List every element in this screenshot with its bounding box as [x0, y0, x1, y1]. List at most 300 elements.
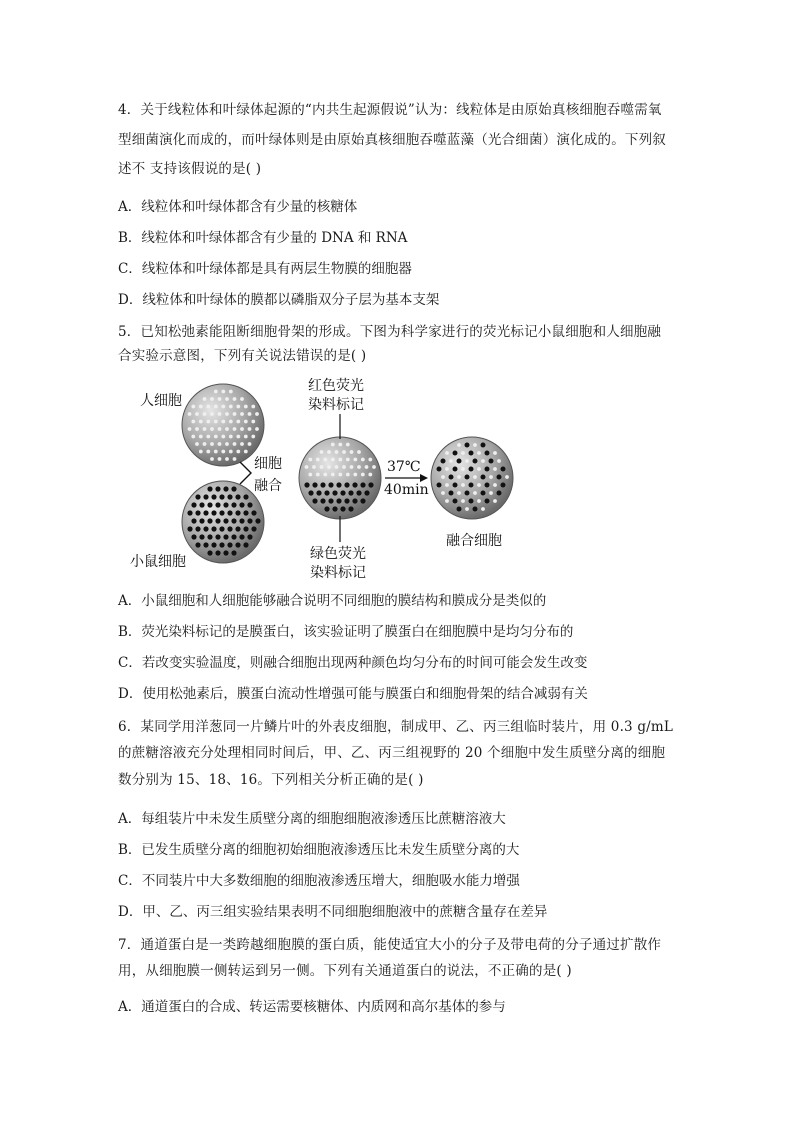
- cell-dot: [489, 459, 494, 464]
- cell-dot: [210, 427, 214, 431]
- cell-dot: [360, 498, 365, 503]
- cell-dot: [203, 397, 207, 401]
- q5-option-b: B．荧光染料标记的是膜蛋白，该实验证明了膜蛋白在细胞膜中是均匀分布的: [118, 624, 574, 640]
- cell-dot: [214, 435, 218, 439]
- cell-dot: [203, 510, 208, 515]
- cell-dot: [240, 427, 244, 431]
- q4-option-d: D．线粒体和叶绿体的膜都以磷脂双分子层为基本支架: [118, 292, 440, 308]
- cell-dot: [342, 465, 346, 469]
- cell-dot: [364, 490, 369, 495]
- cell-dot: [461, 467, 465, 471]
- cell-dot: [187, 510, 192, 515]
- cell-dot: [214, 450, 218, 454]
- cell-dot: [328, 498, 333, 503]
- cell-dot: [437, 483, 442, 488]
- cell-dot: [473, 475, 477, 479]
- cell-dot: [203, 542, 208, 547]
- cell-dot: [497, 491, 502, 496]
- cell-dot: [485, 499, 490, 504]
- cell-dot: [203, 412, 207, 416]
- cell-dot: [187, 526, 192, 531]
- q6-option-b: B．已发生质壁分离的细胞初始细胞液渗透压比未发生质壁分离的大: [118, 842, 520, 858]
- cell-dot: [203, 526, 208, 531]
- cell-dot: [211, 494, 216, 499]
- cell-dot: [469, 467, 474, 472]
- cell-dot: [461, 451, 465, 455]
- cell-dot: [233, 412, 237, 416]
- cell-dot: [243, 494, 248, 499]
- cell-dot: [324, 506, 329, 511]
- cell-dot: [453, 451, 458, 456]
- cell-dot: [332, 490, 337, 495]
- cell-dot: [199, 518, 204, 523]
- cell-dot: [457, 507, 462, 512]
- cell-dot: [235, 510, 240, 515]
- cell-dot: [199, 450, 203, 454]
- green-dye-label-1: 绿色荧光: [310, 546, 366, 562]
- cell-dot: [473, 491, 477, 495]
- cell-dot: [243, 542, 248, 547]
- cell-dot: [207, 550, 212, 555]
- cell-dot: [206, 420, 210, 424]
- cell-dot: [473, 459, 478, 464]
- cell-dot: [214, 405, 218, 409]
- cell-dot: [352, 498, 357, 503]
- cell-dot: [233, 397, 237, 401]
- cell-dot: [191, 518, 196, 523]
- cell-dot: [244, 405, 248, 409]
- cell-dot: [449, 475, 454, 480]
- cell-dot: [368, 458, 372, 462]
- cell-dot: [327, 450, 331, 454]
- cell-dot: [221, 420, 225, 424]
- cell-dot: [346, 443, 350, 447]
- cell-dot: [368, 473, 372, 477]
- cell-dot: [215, 502, 220, 507]
- q7-option-a: A．通道蛋白的合成、转运需要核糖体、内质网和高尔基体的参与: [118, 999, 506, 1015]
- cell-dot: [481, 475, 486, 480]
- fused-cell-label: 融合细胞: [446, 533, 502, 549]
- cell-dot: [239, 534, 244, 539]
- q6-stem-line-3: 数分别为 15、18、16。下列相关分析正确的是( ): [118, 772, 424, 788]
- cell-dot: [223, 518, 228, 523]
- fusion-arrow-icon: [240, 462, 251, 484]
- q6-stem-line-1: 6．某同学用洋葱同一片鳞片叶的外表皮细胞，制成甲、乙、丙三组临时装片，用 0.3 g/mL: [118, 719, 674, 735]
- q6-option-a: A．每组装片中未发生质壁分离的细胞细胞液渗透压比蔗糖溶液大: [118, 811, 506, 827]
- cell-dot: [445, 483, 449, 487]
- arrow-head-icon: [420, 474, 428, 482]
- cell-dot: [225, 412, 229, 416]
- cell-dot: [344, 498, 349, 503]
- cell-dot: [360, 482, 365, 487]
- cell-dot: [191, 502, 196, 507]
- cell-dot: [501, 467, 506, 472]
- cell-dot: [346, 473, 350, 477]
- cell-dot: [251, 435, 255, 439]
- cell-dot: [207, 534, 212, 539]
- cell-dot: [244, 420, 248, 424]
- cell-dot: [489, 475, 493, 479]
- cell-dot: [206, 435, 210, 439]
- cell-dot: [207, 518, 212, 523]
- cell-dot: [218, 397, 222, 401]
- cell-dot: [251, 420, 255, 424]
- cell-dot: [312, 465, 316, 469]
- cell-dot: [255, 427, 259, 431]
- cell-dot: [244, 435, 248, 439]
- cell-dot: [457, 475, 461, 479]
- cell-dot: [305, 465, 309, 469]
- cell-dot: [223, 486, 228, 491]
- cell-dot: [461, 483, 465, 487]
- cell-dot: [223, 502, 228, 507]
- cell-dot: [361, 473, 365, 477]
- cell-dot: [225, 457, 229, 461]
- cell-dot: [316, 473, 320, 477]
- cell-dot: [473, 443, 477, 447]
- cell-dot: [493, 451, 497, 455]
- cell-dot: [214, 420, 218, 424]
- cell-dot: [485, 467, 490, 472]
- cell-dot: [453, 467, 458, 472]
- cell-dot: [231, 502, 236, 507]
- cell-dot: [203, 494, 208, 499]
- cell-dot: [493, 467, 497, 471]
- q4-option-b: B．线粒体和叶绿体都含有少量的 DNA 和 RNA: [118, 230, 408, 246]
- cell-dot: [195, 412, 199, 416]
- cell-dot: [225, 442, 229, 446]
- cell-dot: [449, 491, 454, 496]
- cell-dot: [225, 397, 229, 401]
- cell-dot: [320, 482, 325, 487]
- cell-dot: [206, 450, 210, 454]
- q7-stem-line-1: 7．通道蛋白是一类跨越细胞膜的蛋白质，能使适宜大小的分子及带电荷的分子通过扩散作: [118, 937, 662, 953]
- cell-dot: [445, 499, 449, 503]
- cell-dot: [211, 510, 216, 515]
- cell-dot: [338, 458, 342, 462]
- cell-dot: [441, 475, 445, 479]
- cell-dot: [497, 459, 501, 463]
- cell-dot: [308, 458, 312, 462]
- q5-option-c: C．若改变实验温度，则融合细胞出现两种颜色均匀分布的时间可能会发生改变: [118, 655, 588, 671]
- cell-dot: [191, 435, 195, 439]
- cell-dot: [449, 459, 453, 463]
- cell-dot: [235, 542, 240, 547]
- cell-dot: [481, 443, 486, 448]
- cell-dot: [248, 427, 252, 431]
- cell-dot: [255, 518, 260, 523]
- cell-dot: [320, 498, 325, 503]
- cell-dot: [353, 473, 357, 477]
- cell-dot: [361, 458, 365, 462]
- cell-dot: [493, 499, 497, 503]
- cell-dot: [215, 550, 220, 555]
- cell-dot: [312, 498, 317, 503]
- cell-dot: [453, 483, 458, 488]
- cell-dot: [323, 473, 327, 477]
- q6-option-c: C．不同装片中大多数细胞的细胞液渗透压增大，细胞吸水能力增强: [118, 873, 520, 889]
- cell-dot: [199, 405, 203, 409]
- cell-dot: [188, 412, 192, 416]
- cell-dot: [231, 534, 236, 539]
- cell-dot: [235, 526, 240, 531]
- q7-stem-line-2: 用，从细胞膜一侧转运到另一侧。下列有关通道蛋白的说法，不正确的是( ): [118, 963, 572, 979]
- cell-dot: [233, 457, 237, 461]
- cell-dot: [247, 534, 252, 539]
- cell-dot: [255, 412, 259, 416]
- q5-stem-line-1: 5．已知松弛素能阻断细胞骨架的形成。下图为科学家进行的荧光标记小鼠细胞和人细胞融: [118, 324, 662, 340]
- cell-dot: [251, 526, 256, 531]
- cell-dot: [505, 475, 509, 479]
- cell-dot: [236, 435, 240, 439]
- cell-dot: [365, 465, 369, 469]
- cell-dot: [308, 473, 312, 477]
- cell-dot: [191, 420, 195, 424]
- cell-dot: [357, 465, 361, 469]
- cell-dot: [218, 457, 222, 461]
- cell-dot: [251, 405, 255, 409]
- cell-dot: [199, 534, 204, 539]
- cell-dot: [203, 427, 207, 431]
- cell-dot: [195, 526, 200, 531]
- cell-dot: [338, 473, 342, 477]
- cell-fusion-figure: [130, 372, 530, 587]
- q4-option-c: C．线粒体和叶绿体都是具有两层生物膜的细胞器: [118, 261, 412, 277]
- cell-dot: [336, 498, 341, 503]
- cell-dot: [457, 443, 461, 447]
- cell-dot: [308, 490, 313, 495]
- fused-cell: [431, 437, 513, 519]
- cell-dot: [331, 443, 335, 447]
- cell-dot: [328, 482, 333, 487]
- cell-dot: [473, 507, 478, 512]
- fusion-label-1: 细胞: [254, 456, 282, 472]
- cell-dot: [477, 467, 481, 471]
- cell-dot: [207, 502, 212, 507]
- cell-dot: [195, 510, 200, 515]
- cell-dot: [461, 499, 465, 503]
- cell-dot: [218, 442, 222, 446]
- q4-stem-line-1: 4．关于线粒体和叶绿体起源的“内共生起源假说”认为：线粒体是由原始真核细胞吞噬需氧: [118, 102, 662, 118]
- cell-dot: [316, 490, 321, 495]
- cell-dot: [353, 458, 357, 462]
- cell-dot: [368, 482, 373, 487]
- cell-dot: [191, 405, 195, 409]
- cell-dot: [437, 467, 442, 472]
- cell-dot: [195, 494, 200, 499]
- cell-dot: [240, 442, 244, 446]
- cell-dot: [211, 526, 216, 531]
- cell-dot: [195, 542, 200, 547]
- cell-dot: [203, 442, 207, 446]
- cell-dot: [227, 542, 232, 547]
- cell-dot: [240, 397, 244, 401]
- q5-option-d: D．使用松弛素后，膜蛋白流动性增强可能与膜蛋白和细胞骨架的结合减弱有关: [118, 686, 588, 702]
- cell-dot: [453, 499, 458, 504]
- cell-dot: [251, 510, 256, 515]
- cell-dot: [236, 450, 240, 454]
- cell-dot: [191, 534, 196, 539]
- cell-dot: [207, 486, 212, 491]
- cell-dot: [199, 420, 203, 424]
- cell-dot: [227, 510, 232, 515]
- cell-dot: [497, 475, 502, 480]
- cell-dot: [243, 510, 248, 515]
- human-cell: [182, 384, 264, 466]
- cell-dot: [219, 526, 224, 531]
- cell-dot: [219, 494, 224, 499]
- cell-dot: [211, 542, 216, 547]
- cell-dot: [346, 458, 350, 462]
- q6-stem-line-2: 的蔗糖溶液充分处理相同时间后，甲、乙、丙三组视野的 20 个细胞中发生质壁分离的细胞: [118, 745, 666, 761]
- red-dye-label-2: 染料标记: [308, 397, 364, 413]
- cell-dot: [338, 443, 342, 447]
- cell-dot: [350, 450, 354, 454]
- cell-dot: [350, 465, 354, 469]
- cell-dot: [210, 442, 214, 446]
- cell-dot: [327, 465, 331, 469]
- cell-dot: [218, 412, 222, 416]
- mouse-cell: [182, 481, 264, 563]
- q4-option-a: A．线粒体和叶绿体都含有少量的核糖体: [118, 199, 358, 215]
- cell-dot: [481, 491, 486, 496]
- q5-stem-line-2: 合实验示意图，下列有关说法错误的是( ): [118, 348, 367, 364]
- cell-dot: [304, 482, 309, 487]
- cell-dot: [342, 450, 346, 454]
- cell-dot: [219, 510, 224, 515]
- cell-dot: [335, 450, 339, 454]
- hybrid-cell: [299, 437, 381, 519]
- cell-dot: [323, 458, 327, 462]
- cell-dot: [227, 494, 232, 499]
- cell-dot: [336, 482, 341, 487]
- cell-dot: [469, 499, 474, 504]
- cell-dot: [489, 491, 493, 495]
- cell-dot: [357, 450, 361, 454]
- cell-dot: [229, 450, 233, 454]
- time-label: 40min: [384, 482, 429, 498]
- cell-dot: [344, 482, 349, 487]
- cell-dot: [236, 420, 240, 424]
- cell-dot: [236, 405, 240, 409]
- cell-dot: [239, 502, 244, 507]
- q6-option-d: D．甲、乙、丙三组实验结果表明不同细胞细胞液中的蔗糖含量存在差异: [118, 904, 548, 920]
- cell-dot: [312, 482, 317, 487]
- cell-dot: [195, 442, 199, 446]
- mouse-cell-label: 小鼠细胞: [130, 554, 186, 570]
- cell-dot: [229, 420, 233, 424]
- cell-dot: [221, 405, 225, 409]
- cell-dot: [247, 518, 252, 523]
- green-dye-label-2: 染料标记: [310, 565, 366, 581]
- cell-dot: [235, 494, 240, 499]
- cell-dot: [485, 451, 490, 456]
- cell-dot: [188, 427, 192, 431]
- cell-dot: [481, 507, 485, 511]
- cell-dot: [485, 483, 490, 488]
- cell-dot: [231, 486, 236, 491]
- cell-dot: [477, 499, 481, 503]
- q5-option-a: A．小鼠细胞和人细胞能够融合说明不同细胞的膜结构和膜成分是类似的: [118, 593, 547, 609]
- cell-dot: [210, 457, 214, 461]
- cell-dot: [215, 486, 220, 491]
- red-dye-label-1: 红色荧光: [308, 378, 364, 394]
- cell-dot: [218, 427, 222, 431]
- cell-dot: [247, 502, 252, 507]
- cell-dot: [199, 435, 203, 439]
- cell-dot: [465, 491, 470, 496]
- cell-dot: [231, 550, 236, 555]
- cell-dot: [229, 435, 233, 439]
- cell-dot: [331, 458, 335, 462]
- cell-dot: [332, 506, 337, 511]
- cell-dot: [233, 427, 237, 431]
- cell-dot: [243, 526, 248, 531]
- cell-dot: [233, 442, 237, 446]
- cell-dot: [221, 435, 225, 439]
- cell-dot: [199, 502, 204, 507]
- cell-dot: [239, 518, 244, 523]
- cell-dot: [465, 443, 470, 448]
- cell-dot: [229, 405, 233, 409]
- cell-dot: [214, 390, 218, 394]
- cell-dot: [477, 451, 481, 455]
- cell-dot: [469, 483, 474, 488]
- cell-dot: [223, 534, 228, 539]
- fusion-label-2: 融合: [254, 478, 282, 494]
- cell-dot: [441, 491, 445, 495]
- cell-dot: [331, 473, 335, 477]
- cell-dot: [248, 442, 252, 446]
- cell-dot: [244, 450, 248, 454]
- cell-dot: [465, 507, 469, 511]
- cell-dot: [210, 412, 214, 416]
- cell-dot: [215, 534, 220, 539]
- cell-dot: [248, 412, 252, 416]
- cell-dot: [340, 490, 345, 495]
- cell-dot: [481, 459, 485, 463]
- q4-stem-line-2: 型细菌演化而成的，而叶绿体则是由原始真核细胞吞噬蓝藻（光合细菌）演化成的。下列叙: [118, 132, 666, 148]
- q4-stem-line-3: 述不 支持该假说的是( ): [118, 161, 262, 177]
- cell-dot: [227, 526, 232, 531]
- cell-dot: [225, 427, 229, 431]
- cell-dot: [210, 397, 214, 401]
- cell-dot: [320, 465, 324, 469]
- cell-dot: [457, 491, 461, 495]
- cell-dot: [445, 451, 449, 455]
- cell-dot: [501, 483, 506, 488]
- cell-dot: [477, 483, 481, 487]
- cell-dot: [219, 542, 224, 547]
- cell-dot: [215, 518, 220, 523]
- cell-dot: [240, 412, 244, 416]
- cell-dot: [352, 482, 357, 487]
- cell-dot: [324, 490, 329, 495]
- human-cell-label: 人细胞: [140, 393, 182, 409]
- cell-dot: [221, 390, 225, 394]
- cell-dot: [356, 490, 361, 495]
- cell-dot: [195, 427, 199, 431]
- cell-dot: [223, 550, 228, 555]
- cell-dot: [229, 390, 233, 394]
- cell-dot: [340, 506, 345, 511]
- cell-dot: [445, 467, 449, 471]
- cell-dot: [348, 490, 353, 495]
- cell-dot: [469, 451, 474, 456]
- cell-dot: [221, 450, 225, 454]
- cell-dot: [465, 459, 469, 463]
- cell-dot: [372, 465, 376, 469]
